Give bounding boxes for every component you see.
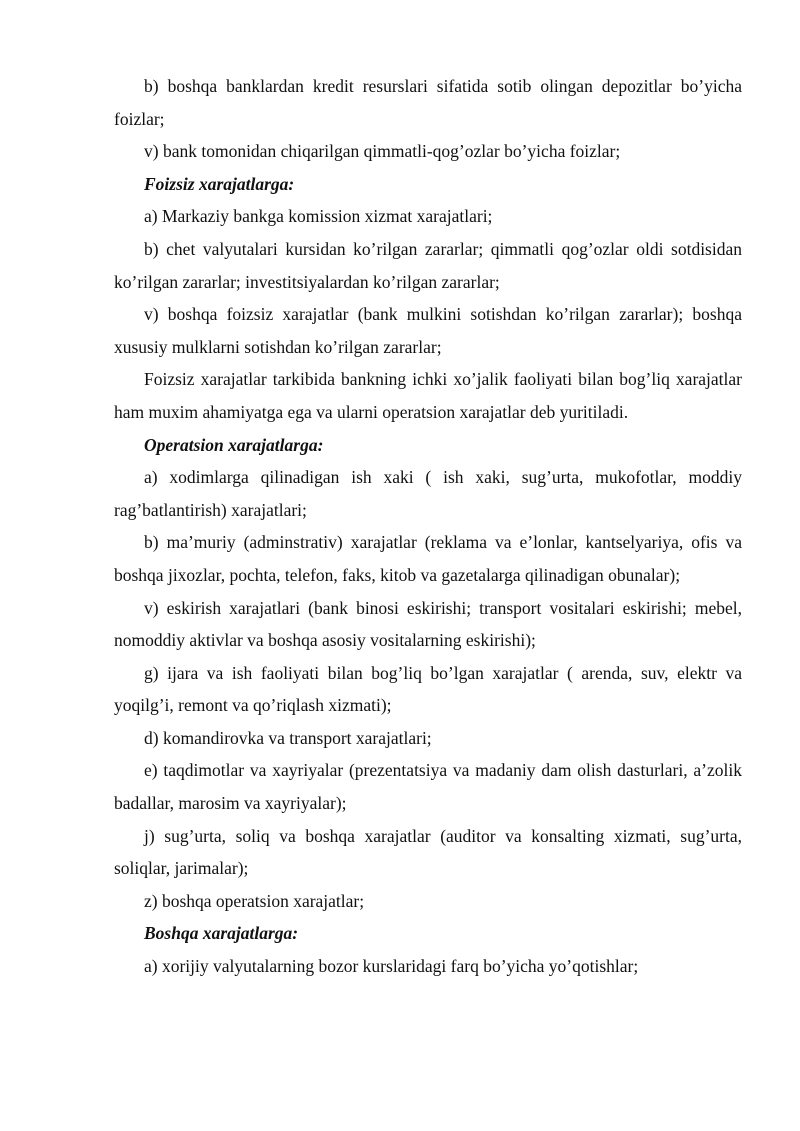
paragraph-j-sugurta: j) sug’urta, soliq va boshqa xarajatlar (auditor va konsalting xizmati, sug’urta, soliqlar, jarimalar); <box>114 825 742 879</box>
paragraph-a-xodimlar: a) xodimlarga qilinadigan ish xaki ( ish xaki, sug’urta, mukofotlar, moddiy rag’batlantirish) xarajatlari; <box>114 467 742 520</box>
paragraph-a-xorijiy-valyutalar: a) xorijiy valyutalarning bozor kurslaridagi farq bo’yicha yo’qotishlar; <box>144 956 639 977</box>
heading-boshqa-xarajatlar: Boshqa xarajatlarga: <box>144 923 299 944</box>
paragraph-v-qimmatli-qogozlar: v) bank tomonidan chiqarilgan qimmatli-qog’ozlar bo’yicha foizlar; <box>144 141 621 162</box>
paragraph-b-mamuriy: b) ma’muriy (adminstrativ) xarajatlar (reklama va e’lonlar, kantselyariya, ofis va boshqa jixozlar, pochta, telefon, faks, kitob va gazetalarga qilinadigan obunalar); <box>114 532 742 585</box>
paragraph-b-chet-valyutalari: b) chet valyutalari kursidan ko’rilgan zararlar; qimmatli qog’ozlar oldi sotdisidan ko’rilgan zararlar; investitsiyalardan ko’rilgan zararlar; <box>114 238 742 292</box>
paragraph-d-komandirovka: d) komandirovka va transport xarajatlari; <box>144 727 432 748</box>
paragraph-g-ijara: g) ijara va ish faoliyati bilan bog’liq bo’lgan xarajatlar ( arenda, suv, elektr va yoqilg’i, remont va qo’riqlash xizmati); <box>114 662 742 716</box>
paragraph-v-eskirish: v) eskirish xarajatlari (bank binosi eskirishi; transport vositalari eskirishi; mebel, nomoddiy aktivlar va boshqa asosiy vositalarning eskirishi); <box>114 597 742 651</box>
paragraph-b-depozitlar: b) boshqa banklardan kredit resurslari sifatida sotib olingan depozitlar bo’yicha foizlar; <box>114 76 742 129</box>
heading-operatsion-xarajatlar: Operatsion xarajatlarga: <box>144 434 324 455</box>
paragraph-a-markaziy-bank: a) Markaziy bankga komission xizmat xarajatlari; <box>144 206 493 227</box>
paragraph-e-taqdimotlar: e) taqdimotlar va xayriyalar (prezentatsiya va madaniy dam olish dasturlari, a’zolik badallar, marosim va xayriyalar); <box>114 760 742 814</box>
paragraph-z-boshqa-operatsion: z) boshqa operatsion xarajatlar; <box>144 890 365 911</box>
paragraph-v-boshqa-foizsiz: v) boshqa foizsiz xarajatlar (bank mulkini sotishdan ko’rilgan zararlar); boshqa xususiy mulklarni sotishdan ko’rilgan zararlar; <box>114 304 742 357</box>
heading-foizsiz-xarajatlar: Foizsiz xarajatlarga: <box>144 173 295 194</box>
document-body <box>114 70 742 983</box>
paragraph-foizsiz-tarkibi: Foizsiz xarajatlar tarkibida bankning ichki xo’jalik faoliyati bilan bog’liq xarajatlar ham muxim ahamiyatga ega va ularni operatsion xarajatlar deb yuritiladi. <box>114 369 742 422</box>
